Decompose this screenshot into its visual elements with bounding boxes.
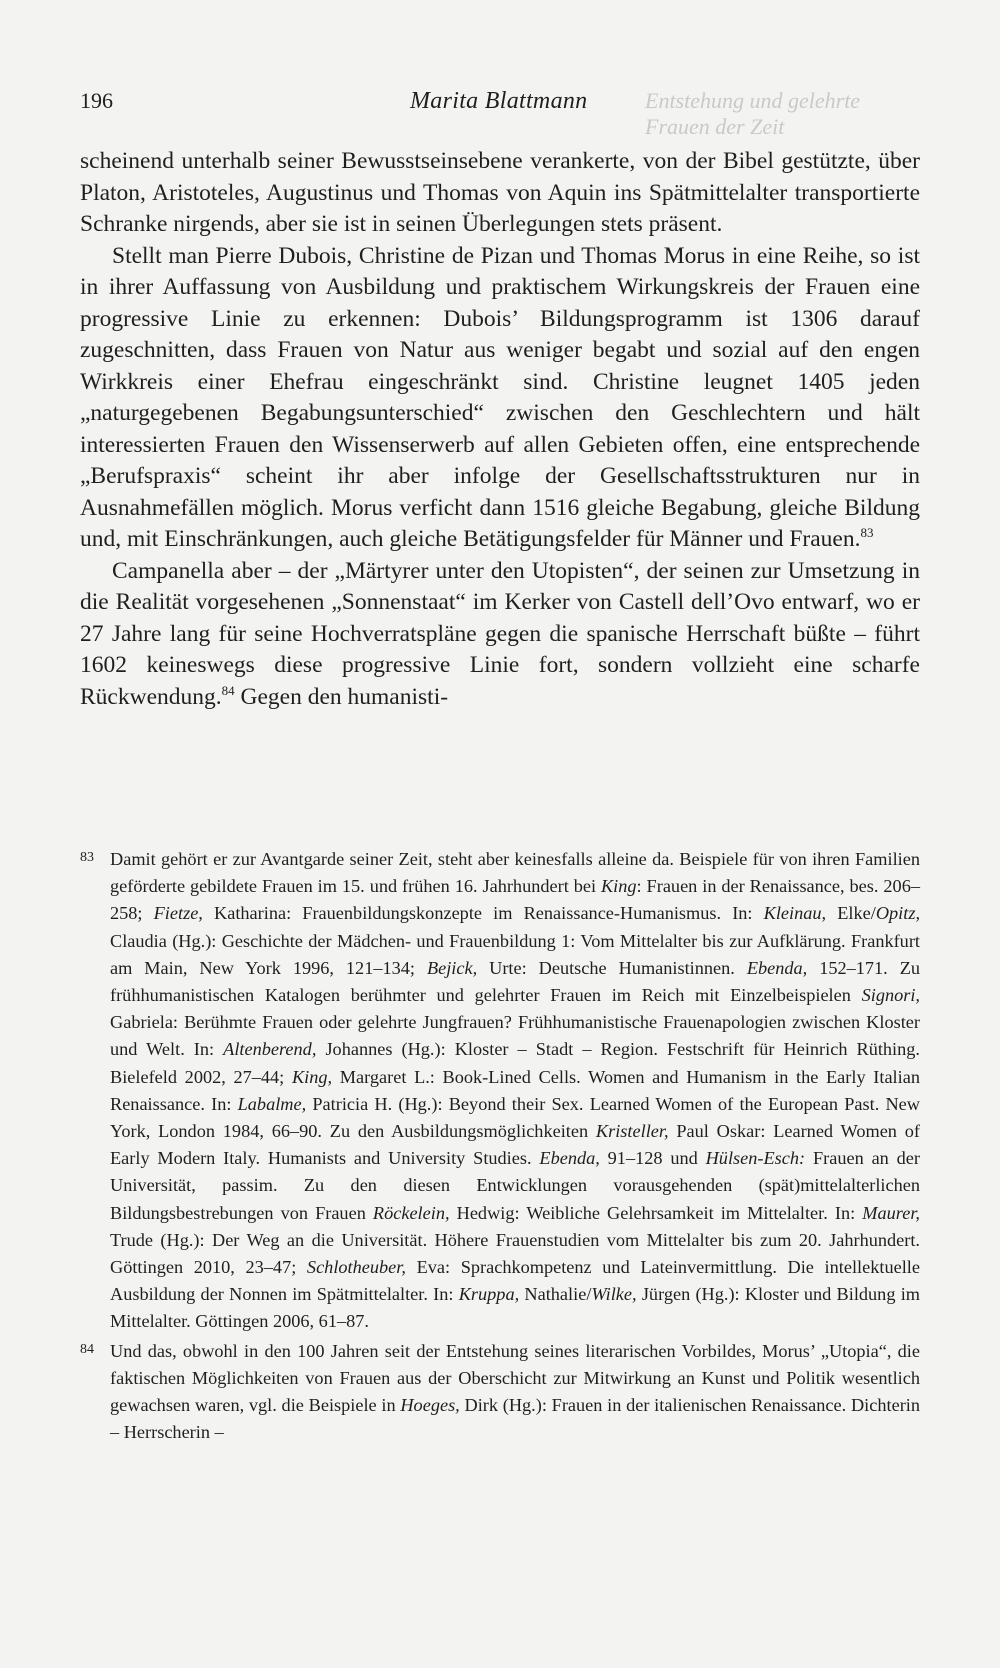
paragraph-text: Campanella aber – der „Märtyrer unter den Utopisten“, der seinen zur Umsetzung in die Realität vorgesehenen „Sonnenstaat“ im Kerker von Castell dell’Ovo entwarf, wo er 27 Jahre lang für seine Hochverratspläne gegen die spanische Herrschaft büßte – führt 1602 keineswegs diese progressive Linie fort, sondern vollzieht eine scharfe Rückwendung. [80, 557, 920, 710]
footnote-ref-84[interactable]: 84 [221, 682, 235, 698]
paragraph-dubois-pizan-morus [80, 241, 920, 556]
footnote-text: Hedwig: Weibliche Gelehrsamkeit im Mittelalter. In: [449, 1202, 863, 1223]
footnote-author: King [600, 876, 637, 897]
footnote-text: Margaret L.: Book-Lined Cells. Women and Humanism in the Early Italian Renaissance. In: [110, 1066, 920, 1114]
footnote-text: 91–128 und [599, 1148, 706, 1169]
footnote-author: Ebenda, [539, 1148, 600, 1169]
footnote-text: Nathalie/ [519, 1284, 592, 1305]
footnote-text: Jürgen (Hg.): Kloster und Bildung im Mittelalter. Göttingen 2006, 61–87. [110, 1284, 920, 1332]
footnote-text: Paul Oskar: Learned Women of Early Modern Italy. Humanists and University Studies. [110, 1121, 920, 1169]
footnote-text: Urte: Deutsche Humanistinnen. [477, 957, 747, 978]
footnote-author: King, [291, 1066, 333, 1087]
footnote-84 [80, 1338, 920, 1447]
main-text [80, 146, 920, 713]
footnote-text: Elke/ [826, 903, 876, 924]
footnote-author: Ebenda, [746, 957, 808, 978]
footnote-author: Kristeller, [595, 1121, 669, 1142]
footnote-author: Opitz, [875, 903, 921, 924]
footnotes [80, 846, 920, 1446]
footnote-author: Hülsen-Esch: [705, 1148, 806, 1169]
footnote-text: Und das, obwohl in den 100 Jahren seit der Entstehung seines literarischen Vorbildes, Morus’ „Utopia“, die faktischen Möglichkeiten von Frauen aus der Oberschicht zur Mitwirkung an Kunst und Politik wesentlich gewachsen waren, vgl. die Beispiele in [110, 1340, 920, 1416]
footnote-author: Hoeges, [400, 1395, 460, 1416]
footnote-ref-83[interactable]: 83 [860, 525, 874, 540]
paragraph-continuation: scheinend unterhalb seiner Bewusstseinsebene verankerte, von der Bibel gestützte, über Platon, Aristoteles, Augustinus und Thomas von Aquin ins Spätmittelalter transportierte Schranke nirgends, aber sie ist in seinen Überlegungen stets präsent. [80, 148, 920, 237]
footnote-text: Johannes (Hg.): Kloster – Stadt – Region. Festschrift für Heinrich Rüthing. Bielefeld 2002, 27–44; [110, 1039, 920, 1087]
footnote-text: Damit gehört er zur Avantgarde seiner Zeit, steht aber keinesfalls alleine da. Beispiele für von ihren Familien geförderte gebildete Frauen im 15. und frühen 16. Jahrhundert bei [110, 849, 920, 897]
footnote-text: Katharina: Frauenbildungskonzepte im Renaissance-Humanismus. In: [202, 903, 764, 924]
paragraph-text: Stellt man Pierre Dubois, Christine de Pizan und Thomas Morus in eine Reihe, so ist in ihrer Auffassung von Ausbildung und praktischem Wirkungskreis der Frauen eine progressive Linie zu erkennen: Dubois’ Bildungsprogramm ist 1306 darauf zugeschnitten, dass Frauen von Natur aus weniger begabt und sozial auf den engen Wirkkreis einer Ehefrau eingeschränkt sind. Christine leugnet 1405 jeden „naturgegebenen Begabungsunterschied“ zwischen den Geschlechtern und hält interessierten Frauen den Wissenserwerb auf allen Gebieten offen, eine entsprechende „Berufspraxis“ scheint ihr aber infolge der Gesellschaftsstrukturen nur in Ausnahmefällen möglich. Morus verficht dann 1516 gleiche Begabung, gleiche Bildung und, mit Einschränkungen, auch gleiche Betätigungsfelder für Männer und Frauen. [80, 242, 920, 552]
bleed-through-text: Entstehung und gelehrte Frauen der Zeit [645, 88, 861, 139]
footnote-text: 152–171. Zu frühhumanistischen Katalogen berühmter und gelehrter Frauen im Reich mit Einzelbeispielen [110, 957, 920, 1006]
footnote-author: Kleinau, [763, 903, 827, 924]
footnote-text: Claudia (Hg.): Geschichte der Mädchen- und Frauenbildung 1: Vom Mittelalter bis zur Aufklärung. Frankfurt am Main, New York 1996, 121–134; [110, 930, 920, 978]
footnote-author: Altenberend, [223, 1039, 317, 1060]
page-number: 196 [80, 88, 113, 113]
footnote-author: Kruppa, [458, 1284, 520, 1305]
footnote-text: Dirk (Hg.): Frauen in der italienischen Renaissance. Dichterin – Herrscherin – [110, 1395, 921, 1443]
footnote-text: Frauen an der Universität, passim. Zu den diesen Entwicklungen vorausgehenden (spät)mittelalterlichen Bildungsbestrebungen von Frauen [110, 1148, 920, 1223]
footnote-number: 83 [80, 850, 94, 865]
footnote-author: Bejick, [426, 957, 478, 978]
footnote-text: Patricia H. (Hg.): Beyond their Sex. Learned Women of the European Past. New York, London 1984, 66–90. Zu den Ausbildungsmöglichkeiten [110, 1093, 920, 1142]
footnote-number: 84 [80, 1341, 94, 1357]
footnote-author: Schlotheuber, [306, 1257, 406, 1278]
footnote-text: Gabriela: Berühmte Frauen oder gelehrte Jungfrauen? Frühhumanistische Frauenapologien zwischen Kloster und Welt. In: [110, 1012, 920, 1060]
footnote-author: Fietze, [153, 903, 203, 924]
footnote-text: Eva: Sprachkompetenz und Lateinvermittlung. Die intellektuelle Ausbildung der Nonnen im Spätmittelalter. In: [110, 1257, 920, 1305]
running-head-author: Marita Blattmann [410, 88, 588, 114]
footnote-author: Wilke, [591, 1284, 637, 1305]
paragraph-text-tail: Gegen den humanisti- [234, 683, 449, 710]
footnote-text: : Frauen in der Renaissance, bes. 206–258; [110, 876, 920, 924]
footnote-83 [80, 846, 920, 1336]
paragraph-campanella [80, 556, 920, 714]
footnote-text: Trude (Hg.): Der Weg an die Universität. Höhere Frauenstudien vom Mittelalter bis zum 20. Jahrhundert. Göttingen 2010, 23–47; [110, 1229, 920, 1278]
footnote-author: Maurer, [862, 1202, 920, 1223]
footnote-author: Labalme, [237, 1093, 307, 1114]
page-header [80, 88, 920, 139]
footnote-author: Röckelein, [372, 1202, 450, 1223]
footnote-author: Signori, [861, 985, 920, 1006]
